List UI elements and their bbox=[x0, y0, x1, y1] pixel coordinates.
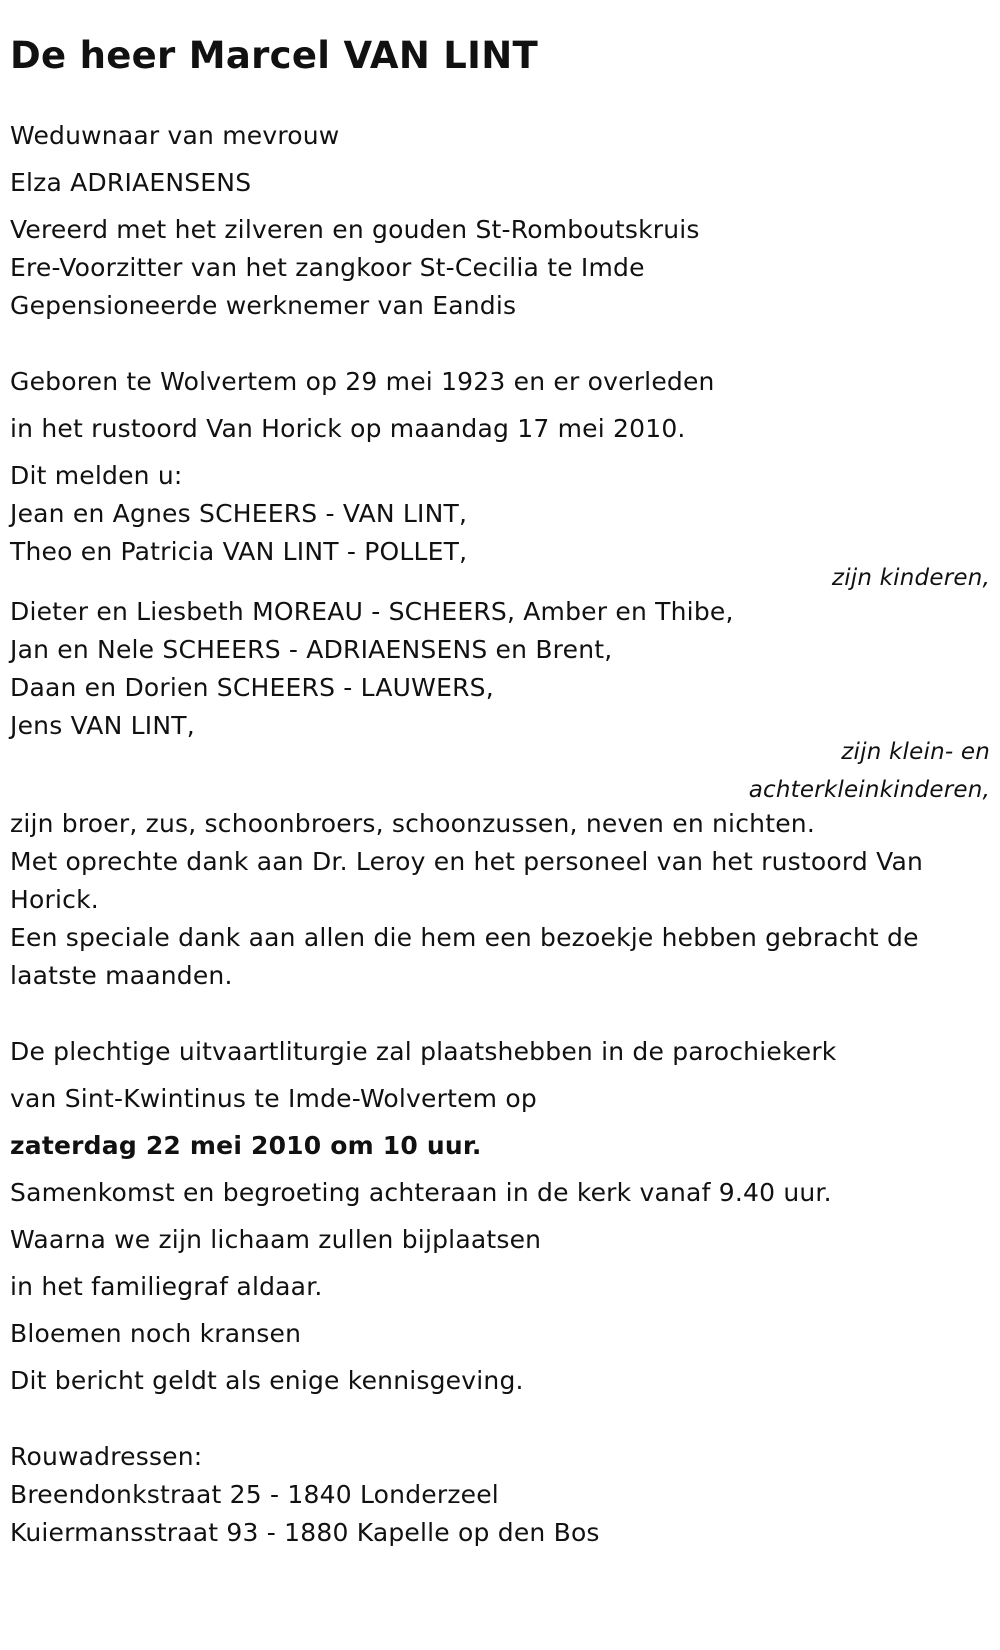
grandchild-family-4: Jens VAN LINT, bbox=[10, 711, 195, 740]
funeral-line-1: De plechtige uitvaartliturgie zal plaatshebben in de parochiekerk bbox=[10, 1037, 837, 1066]
child-family-1: Jean en Agnes SCHEERS - VAN LINT, bbox=[10, 499, 468, 528]
birth-line: Geboren te Wolvertem op 29 mei 1923 en er overleden bbox=[10, 367, 715, 396]
addresses-heading: Rouwadressen: bbox=[10, 1442, 203, 1471]
special-thanks-line-2: laatste maanden. bbox=[10, 961, 233, 990]
burial-line-1: Waarna we zijn lichaam zullen bijplaatsen bbox=[10, 1225, 542, 1254]
address-1: Breendonkstraat 25 - 1840 Londerzeel bbox=[10, 1480, 499, 1509]
funeral-line-2: van Sint-Kwintinus te Imde-Wolvertem op bbox=[10, 1084, 537, 1113]
address-2: Kuiermansstraat 93 - 1880 Kapelle op den Bos bbox=[10, 1518, 600, 1547]
burial-line-2: in het familiegraf aldaar. bbox=[10, 1272, 323, 1301]
death-line: in het rustoord Van Horick op maandag 17 mei 2010. bbox=[10, 414, 686, 443]
page-title: De heer Marcel VAN LINT bbox=[10, 34, 539, 77]
widower-line: Weduwnaar van mevrouw bbox=[10, 121, 340, 150]
gathering-line: Samenkomst en begroeting achteraan in de kerk vanaf 9.40 uur. bbox=[10, 1178, 832, 1207]
honor-line: Vereerd met het zilveren en gouden St-Romboutskruis bbox=[10, 215, 700, 244]
thanks-line-1: Met oprechte dank aan Dr. Leroy en het personeel van het rustoord Van bbox=[10, 847, 924, 876]
special-thanks-line-1: Een speciale dank aan allen die hem een bezoekje hebben gebracht de bbox=[10, 923, 919, 952]
funeral-date: zaterdag 22 mei 2010 om 10 uur. bbox=[10, 1131, 482, 1160]
grandchildren-label-2: achterkleinkinderen, bbox=[748, 777, 990, 803]
children-label: zijn kinderen, bbox=[831, 565, 990, 591]
grandchild-family-1: Dieter en Liesbeth MOREAU - SCHEERS, Amber en Thibe, bbox=[10, 597, 734, 626]
flowers-line: Bloemen noch kransen bbox=[10, 1319, 302, 1348]
child-family-2: Theo en Patricia VAN LINT - POLLET, bbox=[10, 537, 468, 566]
grandchildren-label-1: zijn klein- en bbox=[841, 739, 990, 765]
retired-line: Gepensioneerde werknemer van Eandis bbox=[10, 291, 517, 320]
notice-line: Dit bericht geldt als enige kennisgeving. bbox=[10, 1366, 524, 1395]
announcement-intro: Dit melden u: bbox=[10, 461, 183, 490]
spouse-name: Elza ADRIAENSENS bbox=[10, 168, 252, 197]
relatives-line: zijn broer, zus, schoonbroers, schoonzussen, neven en nichten. bbox=[10, 809, 815, 838]
chair-line: Ere-Voorzitter van het zangkoor St-Cecilia te Imde bbox=[10, 253, 645, 282]
grandchild-family-3: Daan en Dorien SCHEERS - LAUWERS, bbox=[10, 673, 494, 702]
thanks-line-2: Horick. bbox=[10, 885, 99, 914]
grandchild-family-2: Jan en Nele SCHEERS - ADRIAENSENS en Brent, bbox=[10, 635, 613, 664]
